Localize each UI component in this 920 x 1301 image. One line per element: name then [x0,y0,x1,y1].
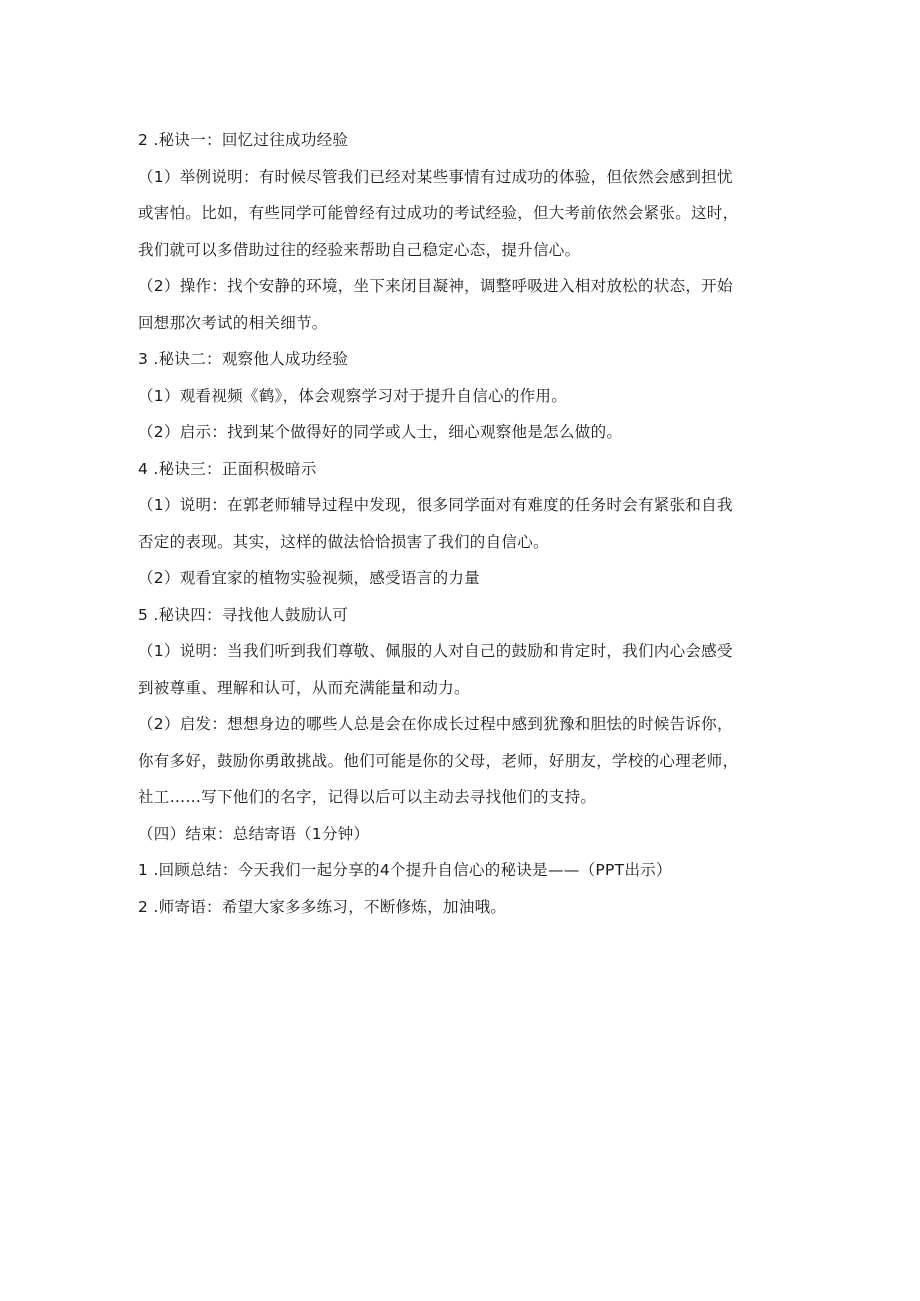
paragraph-line: （1）观看视频《鹤》，体会观察学习对于提升自信心的作用。 [138,386,568,405]
paragraph-line: 我们就可以多借助过往的经验来帮助自己稳定心态，提升信心。 [138,240,581,259]
paragraph-line: （2）操作：找个安静的环境，坐下来闭目凝神，调整呼吸进入相对放松的状态，开始 [138,277,733,295]
paragraph-line: 社工……写下他们的名字，记得以后可以主动去寻找他们的支持。 [138,788,597,806]
paragraph-line: （1）举例说明：有时候尽管我们已经对某些事情有过成功的体验，但依然会感到担忧 [138,167,733,186]
paragraph-line: 回想那次考试的相关细节。 [138,313,328,332]
paragraph-line: 1 .回顾总结：今天我们一起分享的4个提升自信心的秘诀是——（PPT出示） [138,861,672,879]
section-heading-secret-4: 5 .秘诀四：寻找他人鼓励认可 [138,605,349,624]
paragraph-line: 2 .师寄语：希望大家多多练习，不断修炼，加油哦。 [138,897,507,916]
paragraph-line: （2）启发：想想身边的哪些人总是会在你成长过程中感到犹豫和胆怯的时候告诉你， [138,715,733,733]
paragraph-line: 否定的表现。其实，这样的做法恰恰损害了我们的自信心。 [138,532,549,551]
section-heading-closing: （四）结束：总结寄语（1分钟） [138,824,370,843]
paragraph-line: 或害怕。比如，有些同学可能曾经有过成功的考试经验，但大考前依然会紧张。这时， [138,204,739,222]
section-heading-secret-1: 2 .秘诀一：回忆过往成功经验 [138,131,349,149]
paragraph-line: 你有多好，鼓励你勇敢挑战。他们可能是你的父母，老师，好朋友，学校的心理老师， [138,751,739,770]
paragraph-line: （1）说明：当我们听到我们尊敬、佩服的人对自己的鼓励和肯定时，我们内心会感受 [138,642,733,660]
paragraph-line: （2）启示：找到某个做得好的同学或人士，细心观察他是怎么做的。 [138,423,623,441]
paragraph-line: （2）观看宜家的植物实验视频，感受语言的力量 [138,569,480,587]
document-body [138,122,788,925]
section-heading-secret-2: 3 .秘诀二：观察他人成功经验 [138,350,349,368]
paragraph-line: 到被尊重、理解和认可，从而充满能量和动力。 [138,678,470,697]
section-heading-secret-3: 4 .秘诀三：正面积极暗示 [138,459,317,478]
paragraph-line: （1）说明：在郭老师辅导过程中发现，很多同学面对有难度的任务时会有紧张和自我 [138,496,733,514]
